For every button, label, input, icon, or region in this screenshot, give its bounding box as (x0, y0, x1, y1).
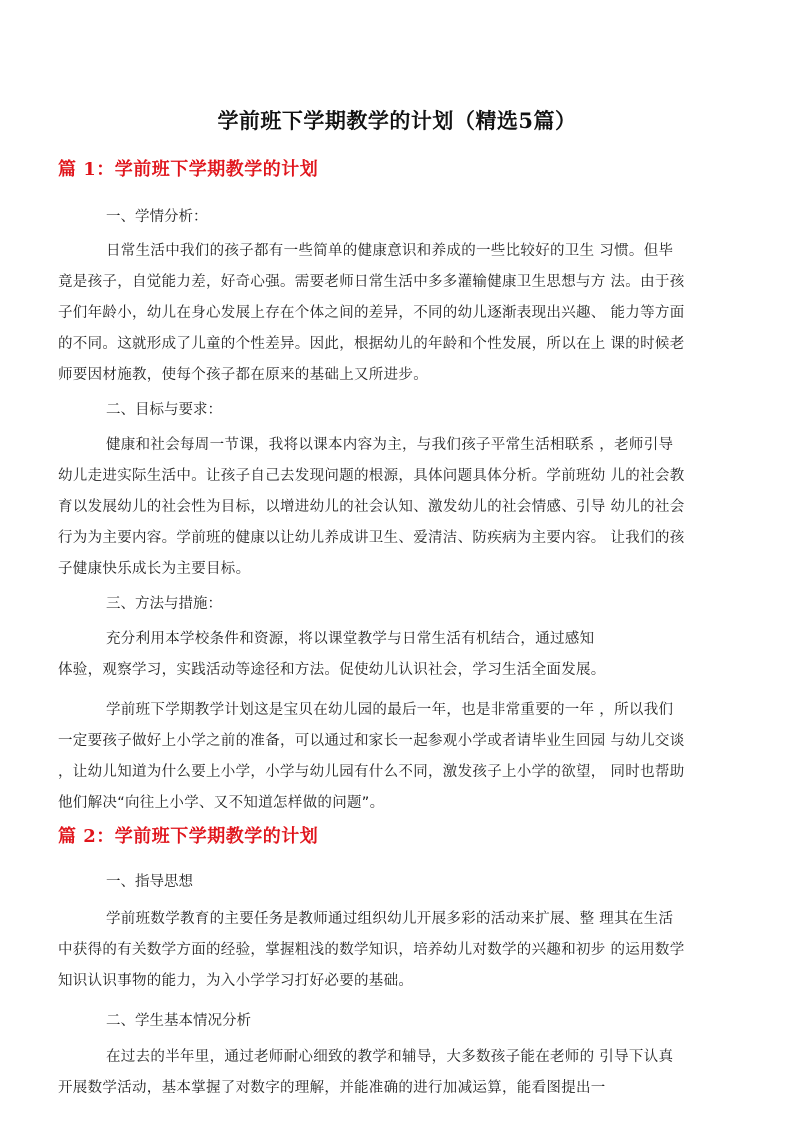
text-line: 日常生活中我们的孩子都有一些简单的健康意识和养成的一些比较好的卫生 习惯。但毕 (106, 243, 674, 259)
subheading-student-analysis: 二、学生基本情况分析 (106, 1013, 251, 1029)
subheading-learning-analysis: 一、学情分析： (106, 209, 208, 225)
text-line: 知识认识事物的能力，为入小学学习打好必要的基础。 (58, 973, 414, 989)
paragraph-preparation (58, 695, 738, 819)
text-line: 幼儿走进实际生活中。让孩子自己去发现问题的根源，具体问题具体分析。学前班幼 儿的社会教 (58, 468, 685, 484)
subheading-guiding-idea: 一、指导思想 (106, 874, 193, 890)
document-title: 学前班下学期教学的计划（精选5篇） (217, 108, 577, 133)
text-line: 学前班下学期教学计划这是宝贝在幼儿园的最后一年，也是非常重要的一年 ，所以我们 (106, 702, 674, 718)
text-line: ，让幼儿知道为什么要上小学，小学与幼儿园有什么不同，激发孩子上小学的欲望， 同时也帮助 (58, 764, 685, 780)
section-heading-2: 篇 2：学前班下学期教学的计划 (58, 826, 319, 847)
text-line: 行为为主要内容。学前班的健康以让幼儿养成讲卫生、爱清洁、防疾病为主要内容。 让我们的孩 (58, 530, 685, 546)
text-line: 育以发展幼儿的社会性为目标，以增进幼儿的社会认知、激发幼儿的社会情感、引导 幼儿的社会 (58, 499, 685, 515)
subheading-goals: 二、目标与要求： (106, 402, 222, 418)
paragraph-methods (58, 624, 738, 686)
text-line: 的不同。这就形成了儿童的个性差异。因此，根据幼儿的年龄和个性发展，所以在上 课的时候老 (58, 336, 685, 352)
text-line: 在过去的半年里，通过老师耐心细致的教学和辅导，大多数孩子能在老师的 引导下认真 (106, 1049, 674, 1065)
paragraph-goals (58, 430, 738, 585)
text-line: 他们解决“向往上小学、又不知道怎样做的问题”。 (58, 795, 385, 811)
text-line: 子健康快乐成长为主要目标。 (58, 561, 251, 577)
paragraph-learning-analysis (58, 236, 738, 391)
text-line: 竟是孩子，自觉能力差，好奇心强。需要老师日常生活中多多灌输健康卫生思想与方 法。由于孩 (58, 274, 685, 290)
text-line: 体验，观察学习，实践活动等途径和方法。促使幼儿认识社会，学习生活全面发展。 (58, 662, 606, 678)
text-line: 中获得的有关数学方面的经验，掌握粗浅的数学知识，培养幼儿对数学的兴趣和初步 的运用数学 (58, 942, 685, 958)
text-line: 开展数学活动，基本掌握了对数字的理解，并能准确的进行加减运算，能看图提出一 (58, 1080, 606, 1096)
text-line: 一定要孩子做好上小学之前的准备，可以通过和家长一起参观小学或者请毕业生回园 与幼儿交谈 (58, 733, 685, 749)
text-line: 子们年龄小，幼儿在身心发展上存在个体之间的差异，不同的幼儿逐渐表现出兴趣、 能力等方面 (58, 305, 685, 321)
section-heading-1: 篇 1：学前班下学期教学的计划 (58, 159, 319, 180)
paragraph-guiding-idea (58, 904, 738, 997)
text-line: 充分利用本学校条件和资源，将以课堂教学与日常生活有机结合，通过感知 (106, 631, 595, 647)
text-line: 师要因材施教，使每个孩子都在原来的基础上又所进步。 (58, 367, 428, 383)
text-line: 学前班数学教育的主要任务是教师通过组织幼儿开展多彩的活动来扩展、整 理其在生活 (106, 911, 674, 927)
subheading-methods: 三、方法与措施： (106, 596, 222, 612)
text-line: 健康和社会每周一节课，我将以课本内容为主，与我们孩子平常生活相联系 ，老师引导 (106, 437, 674, 453)
paragraph-student-analysis (58, 1042, 738, 1104)
